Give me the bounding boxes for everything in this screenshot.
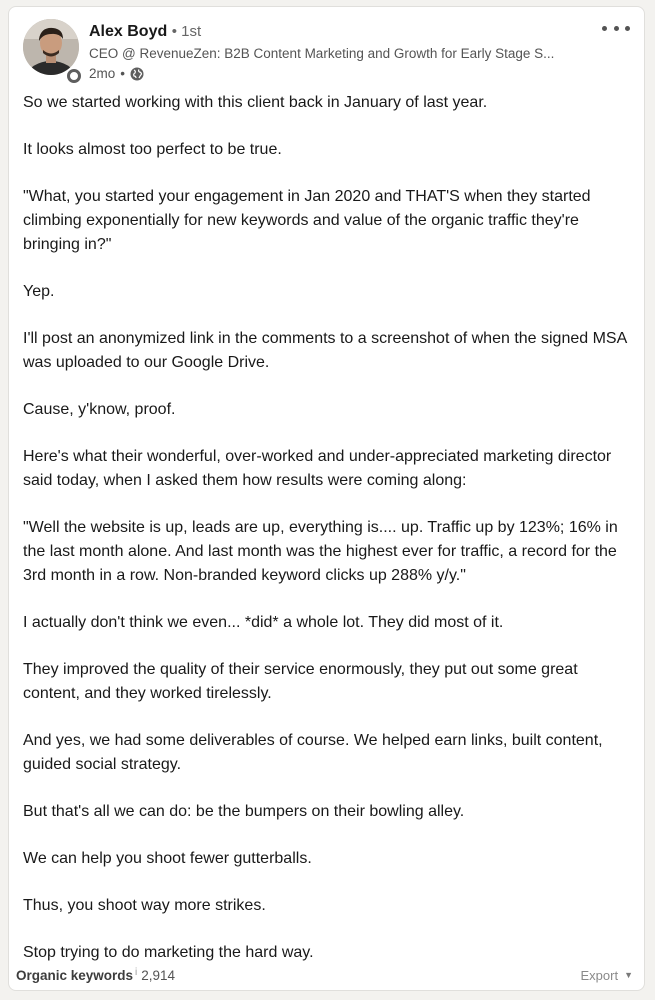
post-time: 2mo <box>89 66 116 81</box>
organic-keywords-count: 2,914 <box>141 967 176 983</box>
post-card <box>8 6 645 991</box>
author-name[interactable]: Alex Boyd <box>89 23 168 40</box>
post-paragraph: I actually don't think we even... *did* a whole lot. They did most of it. <box>23 614 504 631</box>
post-paragraph: Stop trying to do marketing the hard way. <box>23 944 314 961</box>
post-paragraph: Cause, y'know, proof. <box>23 401 176 418</box>
post-paragraph: Here's what their wonderful, over-worked and under-appreciated marketing director said today, when I asked them how results were coming along: <box>23 448 612 489</box>
post-paragraph: Yep. <box>23 283 55 300</box>
organic-keywords-bar <box>16 963 639 987</box>
post-paragraph: It looks almost too perfect to be true. <box>23 141 282 158</box>
post-paragraph: Thus, you shoot way more strikes. <box>23 897 266 914</box>
more-dot <box>602 26 607 31</box>
avatar-photo <box>23 19 79 75</box>
meta-separator: • <box>120 66 125 81</box>
author-name-row <box>89 22 201 42</box>
degree-label: 1st <box>181 23 202 40</box>
author-avatar[interactable] <box>23 19 81 77</box>
more-dot <box>625 26 630 31</box>
more-options-icon[interactable] <box>602 19 630 37</box>
post-paragraph: And yes, we had some deliverables of course. We helped earn links, built content, guided social strategy. <box>23 732 603 773</box>
post-meta <box>89 65 144 82</box>
post-paragraph: We can help you shoot fewer gutterballs. <box>23 850 312 867</box>
post-paragraph: So we started working with this client back in January of last year. <box>23 94 488 111</box>
caret-down-icon: ▼ <box>624 970 633 980</box>
post-paragraph: I'll post an anonymized link in the comments to a screenshot of when the signed MSA was uploaded to our Google Drive. <box>23 330 627 371</box>
author-headline: CEO @ RevenueZen: B2B Content Marketing and Growth for Early Stage S... <box>89 46 555 61</box>
presence-indicator <box>67 69 81 83</box>
connection-degree: • 1st <box>171 23 202 40</box>
export-button[interactable] <box>581 968 634 983</box>
export-label: Export <box>580 967 619 983</box>
organic-keywords-label: Organic keywords <box>16 967 134 983</box>
post-paragraph: "What, you started your engagement in Jan 2020 and THAT'S when they started climbing exponentially for new keywords and value of the organic traffic they're bringing in?" <box>23 188 591 253</box>
avatar-image <box>23 19 79 75</box>
post-body <box>23 91 635 988</box>
post-paragraph: "Well the website is up, leads are up, everything is.... up. Traffic up by 123%; 16% in the last month alone. And last month was the highest ever for traffic, a record for the 3rd month in a row. Non-branded keyword clicks up 288% y/y." <box>23 519 618 584</box>
more-dot <box>614 26 619 31</box>
post-paragraph: But that's all we can do: be the bumpers on their bowling alley. <box>23 803 465 820</box>
info-icon[interactable]: i <box>135 966 138 978</box>
globe-icon <box>130 67 144 81</box>
post-paragraph: They improved the quality of their service enormously, they put out some great content, and they worked tirelessly. <box>23 661 578 702</box>
